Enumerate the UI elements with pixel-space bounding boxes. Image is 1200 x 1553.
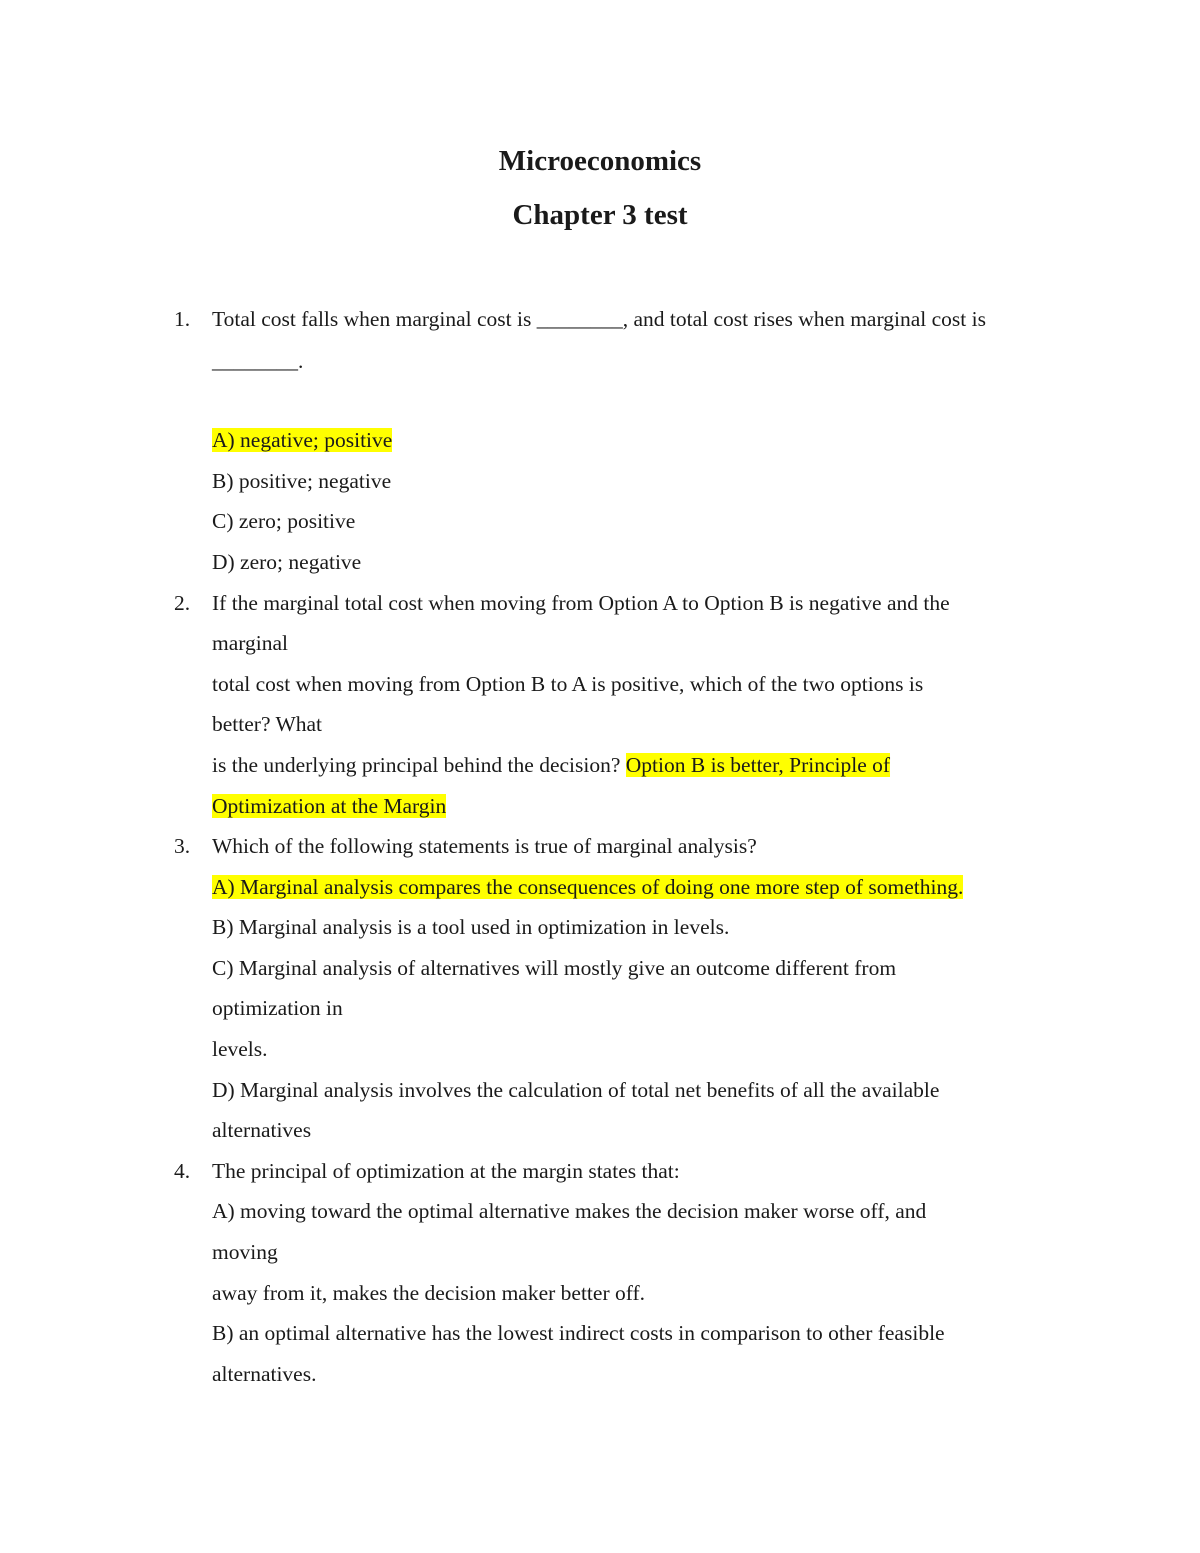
question-number: 1.: [174, 307, 191, 331]
answer-option: D) zero; negative: [212, 550, 362, 574]
answer-option: alternatives: [212, 1118, 312, 1142]
answer-option-correct: [212, 426, 392, 454]
answer-option: levels.: [212, 1037, 268, 1061]
answer-option-correct: [212, 873, 963, 901]
answer-option: B) Marginal analysis is a tool used in optimization in levels.: [212, 915, 730, 939]
answer-option: A) moving toward the optimal alternative makes the decision maker worse off, and: [212, 1199, 927, 1223]
answer-option: away from it, makes the decision maker better off.: [212, 1281, 646, 1305]
question-text: total cost when moving from Option B to A is positive, which of the two options is: [212, 672, 924, 696]
answer-highlight: A) negative; positive: [212, 428, 393, 452]
answer-highlight: Optimization at the Margin: [212, 794, 447, 818]
question-text: better? What: [212, 712, 323, 736]
question-text: The principal of optimization at the margin states that:: [212, 1159, 680, 1183]
question-text: Total cost falls when marginal cost is ________, and total cost rises when marginal cost is: [212, 307, 986, 331]
answer-highlight: Option B is better, Principle of: [625, 753, 891, 777]
question-text-with-answer: [212, 751, 890, 779]
question-text: marginal: [212, 631, 289, 655]
question-text: is the underlying principal behind the decision?: [212, 753, 621, 777]
answer-option: C) zero; positive: [212, 509, 356, 533]
answer-option: B) positive; negative: [212, 469, 392, 493]
question-number: 4.: [174, 1159, 191, 1183]
answer-option: moving: [212, 1240, 278, 1264]
question-text: If the marginal total cost when moving from Option A to Option B is negative and the: [212, 591, 950, 615]
answer-option: optimization in: [212, 996, 343, 1020]
answer-option: alternatives.: [212, 1362, 317, 1386]
question-number: 2.: [174, 591, 191, 615]
question-text: ________.: [212, 349, 304, 373]
answer-continuation: [212, 792, 446, 820]
document-title: Microeconomics: [498, 145, 702, 177]
question-number: 3.: [174, 834, 191, 858]
answer-option: D) Marginal analysis involves the calculation of total net benefits of all the available: [212, 1078, 940, 1102]
question-text: Which of the following statements is true of marginal analysis?: [212, 834, 757, 858]
answer-option: B) an optimal alternative has the lowest indirect costs in comparison to other feasible: [212, 1321, 945, 1345]
document-subtitle: Chapter 3 test: [512, 199, 688, 231]
answer-option: C) Marginal analysis of alternatives will mostly give an outcome different from: [212, 956, 897, 980]
answer-highlight: A) Marginal analysis compares the consequences of doing one more step of something.: [212, 875, 964, 899]
